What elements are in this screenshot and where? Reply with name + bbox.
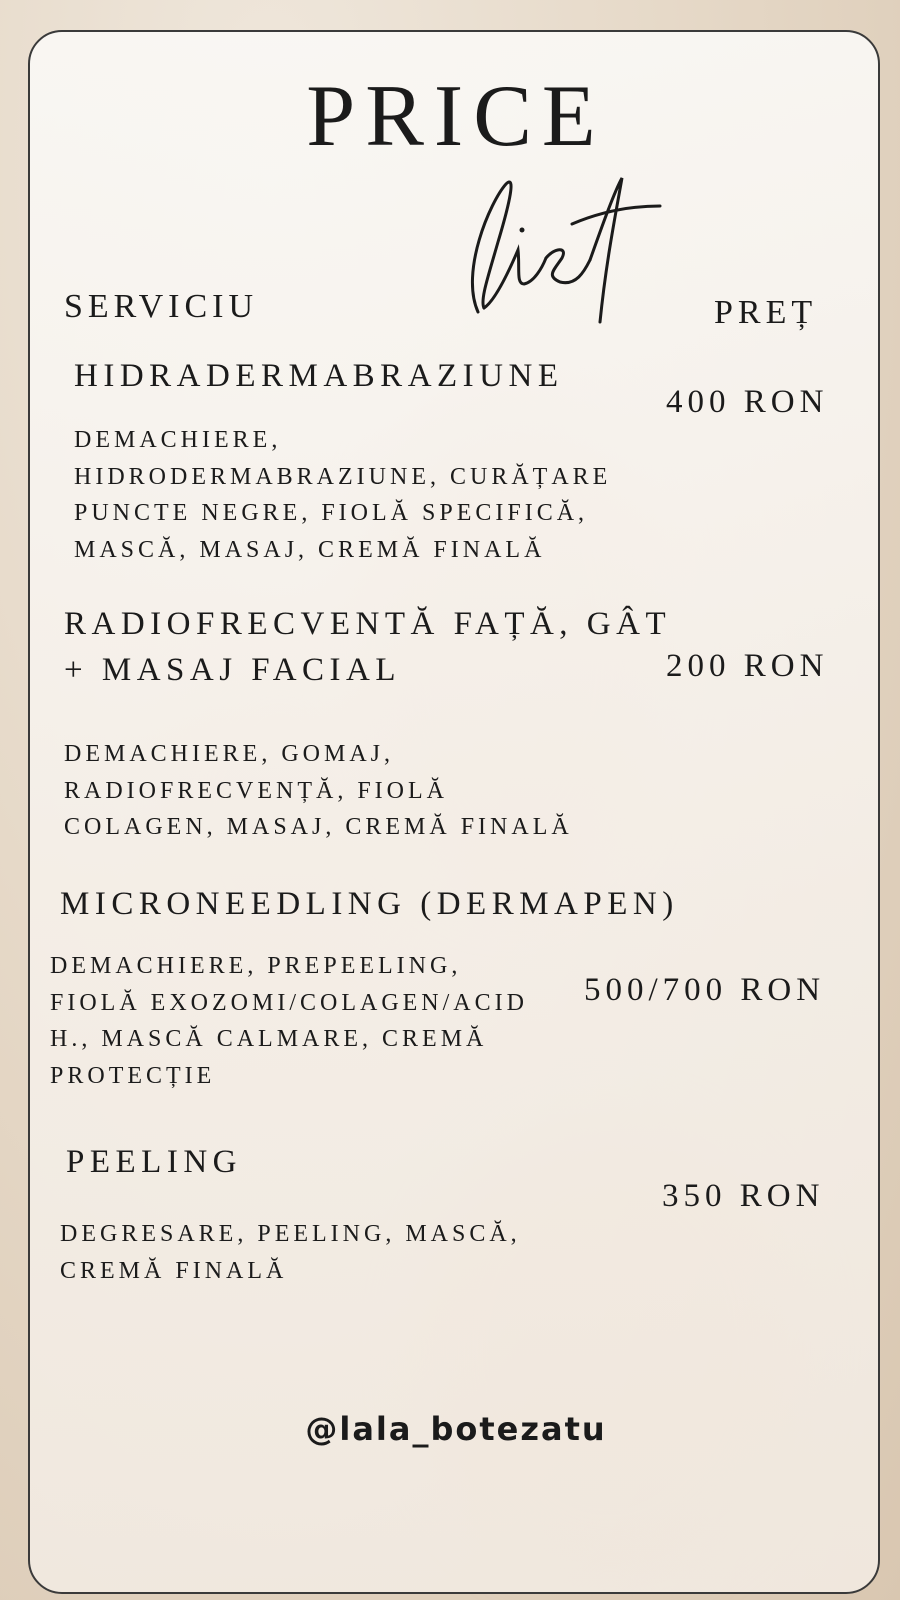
service-price: 500/700 RON — [584, 972, 826, 1008]
service-price: 400 RON — [666, 384, 829, 420]
service-price: 200 RON — [666, 648, 829, 684]
service-description: DEMACHIERE, PREPEELING, FIOLĂ EXOZOMI/COLAGEN/ACID H., MASCĂ CALMARE, CREMĂ PROTECȚIE — [50, 953, 528, 1089]
price-list-card — [28, 30, 880, 1594]
service-name: MICRONEEDLING (DERMAPEN) — [60, 886, 679, 922]
service-name: RADIOFRECVENTĂ FAȚĂ, GÂT — [64, 606, 672, 642]
script-list-word — [450, 172, 670, 342]
service-description: DEGRESARE, PEELING, MASCĂ, CREMĂ FINALĂ — [60, 1221, 521, 1284]
service-description: DEMACHIERE, HIDRODERMABRAZIUNE, CURĂȚARE PUNCTE NEGRE, FIOLĂ SPECIFICĂ, MASCĂ, MASAJ, CREMĂ FINALĂ — [74, 427, 612, 563]
social-handle: @lala_botezatu — [305, 1410, 607, 1448]
price-column-header: PREȚ — [714, 294, 818, 331]
service-column-header: SERVICIU — [64, 288, 259, 325]
service-price: 350 RON — [662, 1178, 825, 1214]
service-description: DEMACHIERE, GOMAJ, RADIOFRECVENȚĂ, FIOLĂ COLAGEN, MASAJ, CREMĂ FINALĂ — [64, 741, 573, 840]
service-name: PEELING — [66, 1144, 242, 1180]
service-name: HIDRADERMABRAZIUNE — [74, 358, 564, 394]
service-name-continued: + MASAJ FACIAL — [64, 652, 402, 688]
page-title: PRICE — [306, 68, 606, 165]
